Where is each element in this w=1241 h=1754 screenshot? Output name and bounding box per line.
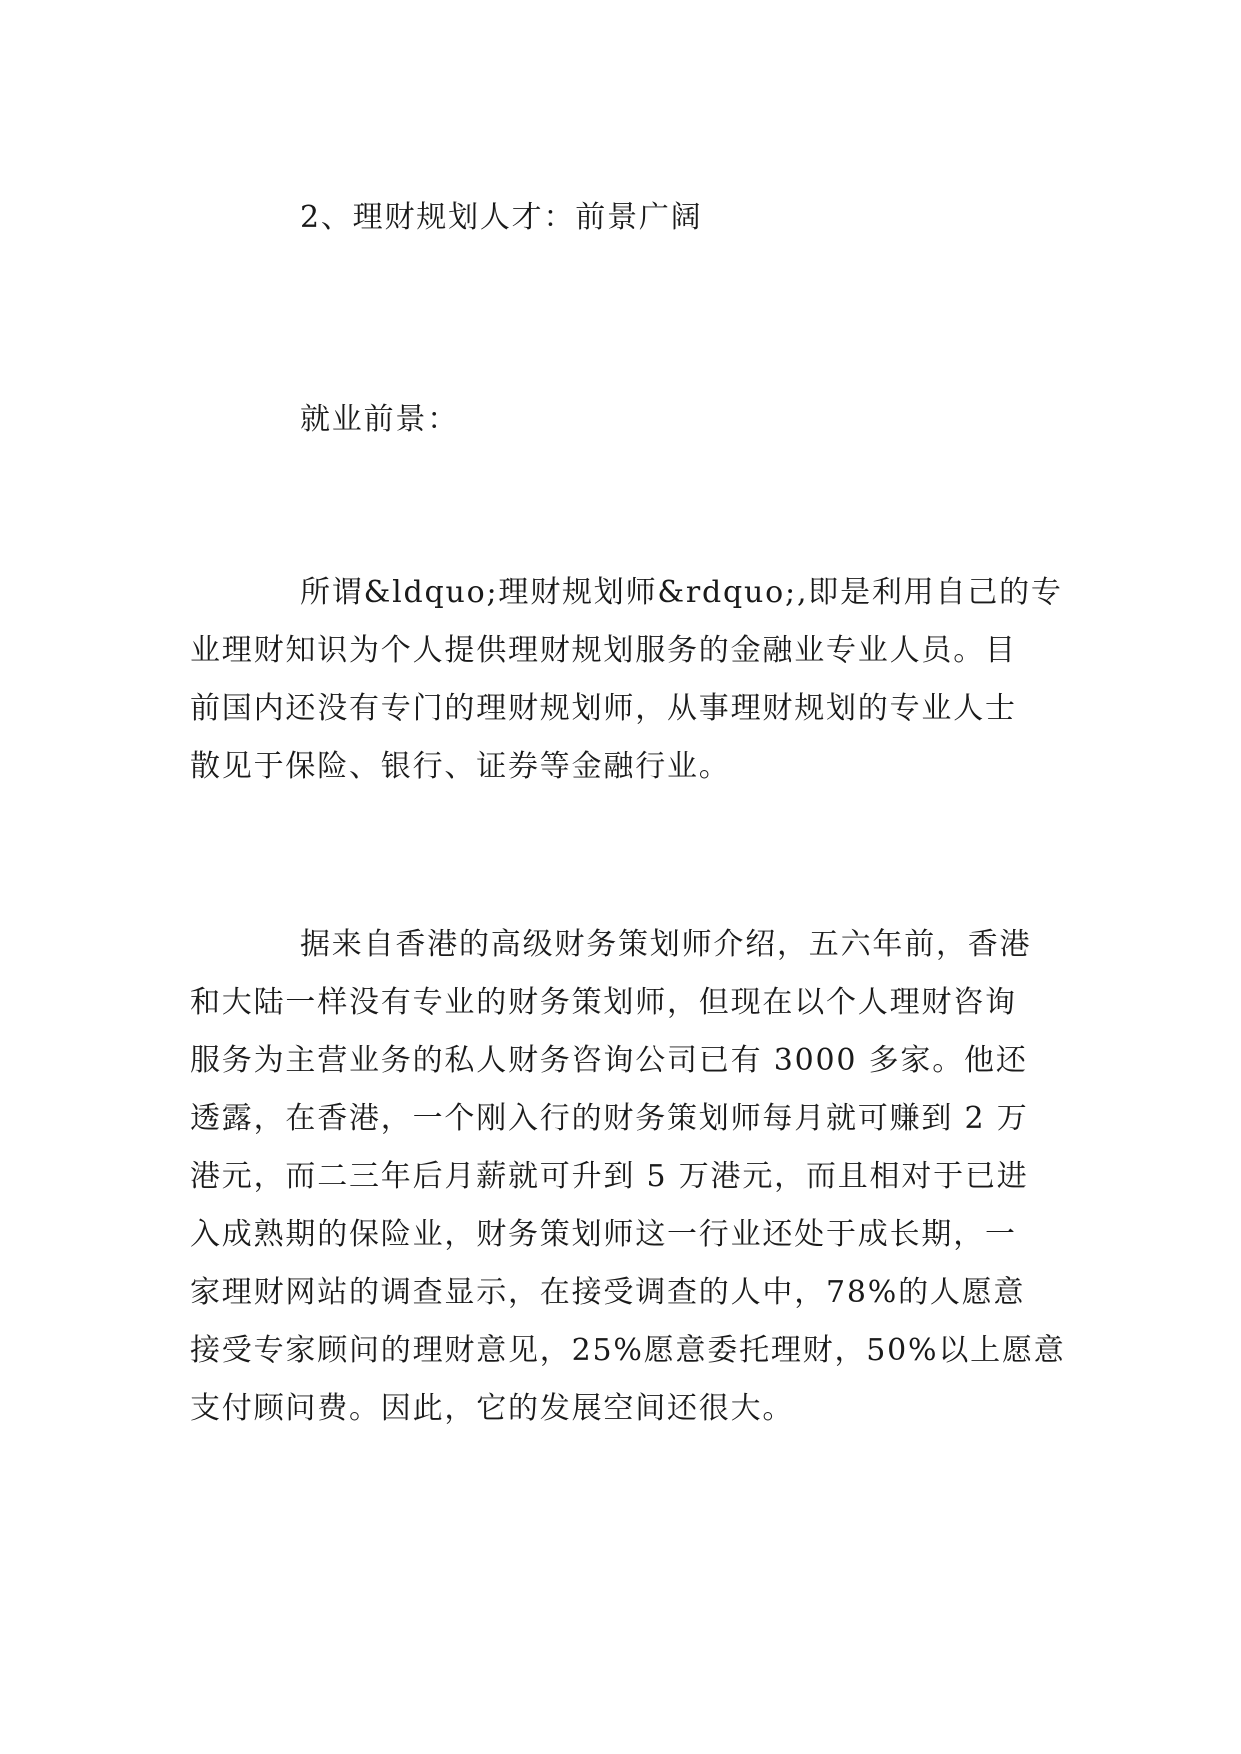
paragraph-line: 透露，在香港，一个刚入行的财务策划师每月就可赚到 2 万 bbox=[190, 1101, 1029, 1136]
paragraph-line: 散见于保险、银行、证券等金融行业。 bbox=[190, 749, 731, 784]
heading: 2、理财规划人才：前景广阔 bbox=[300, 200, 703, 235]
paragraph-line: 服务为主营业务的私人财务咨询公司已有 3000 多家。他还 bbox=[190, 1043, 1028, 1078]
paragraph-line: 前国内还没有专门的理财规划师，从事理财规划的专业人士 bbox=[190, 691, 1017, 726]
paragraph-line: 据来自香港的高级财务策划师介绍，五六年前，香港 bbox=[300, 927, 1032, 962]
paragraph-line: 和大陆一样没有专业的财务策划师，但现在以个人理财咨询 bbox=[190, 985, 1017, 1020]
paragraph-line: 入成熟期的保险业，财务策划师这一行业还处于成长期，一 bbox=[190, 1217, 1017, 1252]
paragraph-line: 家理财网站的调查显示，在接受调查的人中，78%的人愿意 bbox=[190, 1275, 1026, 1310]
paragraph-line: 港元，而二三年后月薪就可升到 5 万港元，而且相对于已进 bbox=[190, 1159, 1029, 1194]
section-label: 就业前景： bbox=[300, 402, 459, 437]
paragraph-line: 接受专家顾问的理财意见，25%愿意委托理财，50%以上愿意 bbox=[190, 1333, 1066, 1368]
paragraph-line: 支付顾问费。因此，它的发展空间还很大。 bbox=[190, 1391, 795, 1426]
paragraph-line: 业理财知识为个人提供理财规划服务的金融业专业人员。目 bbox=[190, 633, 1017, 668]
paragraph-line: 所谓&ldquo;理财规划师&rdquo;,即是利用自己的专 bbox=[300, 575, 1063, 610]
